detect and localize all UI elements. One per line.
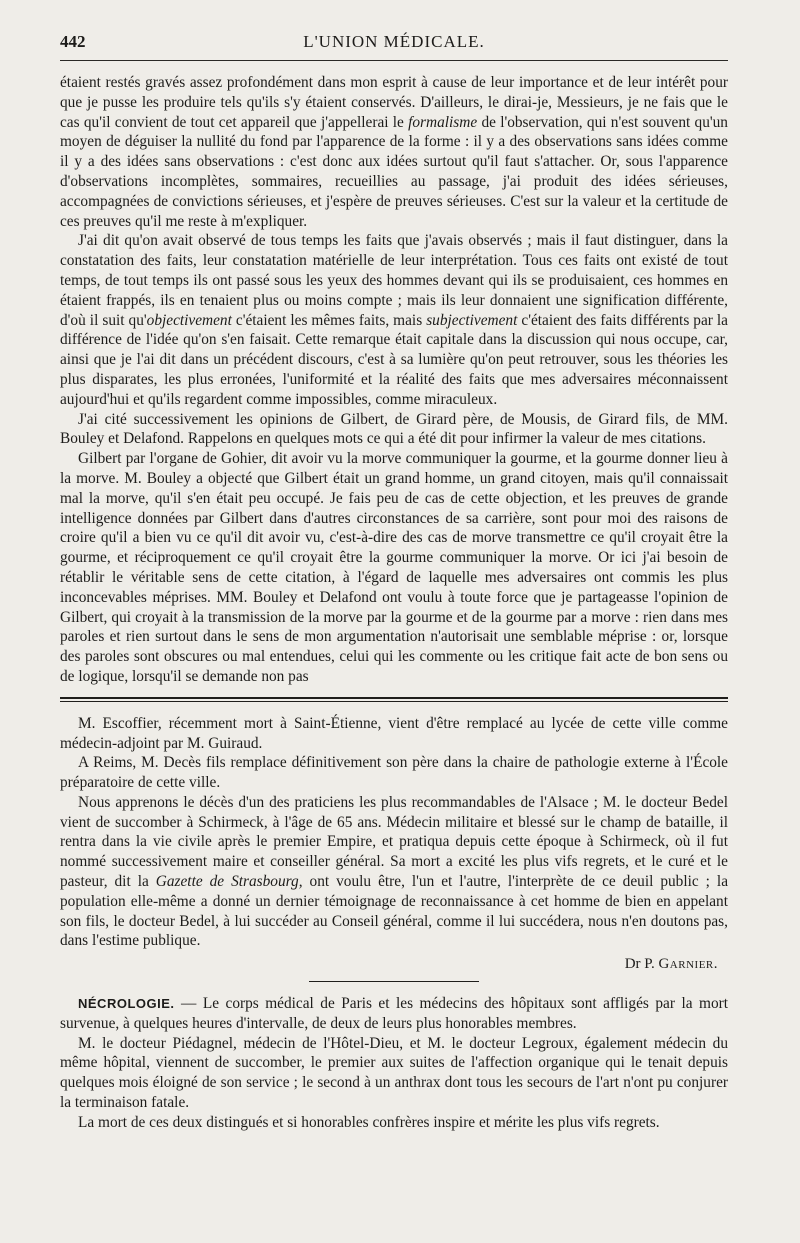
- text-run: Gilbert par l'organe de Gohier, dit avoir vu la morve communiquer la gourme, et la gourme donner lieu à la morve. M. Bouley a objecté que Gilbert était un grand homme, un grand citoyen, mais qu'il connaissait mal la morve, qu'il s'en était peu occupé. Je fais peu de cas de cette objection, et les preuves de grande intelligence données par Gilbert dans d'autres circonstances de sa carrière, sont pour moi des raisons de croire qu'il a bien vu ce qu'il dit avoir vu, c'est-à-dire des cas de morve transmettre ce qu'il croyait être la gourme, et réciproquement ce qu'il croyait être la gourme communiquer la morve. Or ici j'ai besoin de rétablir le véritable sens de cette citation, à l'égard de laquelle mes adversaires ont commis les plus inconcevables méprises. MM. Bouley et Delafond ont voulu à toute force que je partageasse l'opinion de Gilbert, qui croyait à la transmission de la morve par la gourme et de la gourme par a morve : rien dans mes paroles et rien surtout dans le sens de mon argumentation n'autorisait une semblable méprise : or, lorsque des paroles sont obscures ou mal entendues, celui qui les commente ou les critique fait acte de bon sens ou de logique, lorsqu'il se demande non pas: [60, 450, 728, 685]
- text-run: La mort de ces deux distingués et si honorables confrères inspire et mérite les plus vifs regrets.: [78, 1113, 660, 1131]
- text-run: M. le docteur Piédagnel, médecin de l'Hôtel-Dieu, et M. le docteur Legroux, également médecin du même hôpital, viennent de succomber, le premier aux suites de l'affection organique qui le tenait depuis quelques mois éloigné de son service ; le second à un anthrax dont tous les secours de l'art n'ont pu conjurer la terminaison fatale.: [60, 1034, 728, 1112]
- text-run: c'étaient les mêmes faits, mais: [231, 311, 427, 329]
- necrology-section: [60, 994, 728, 1133]
- article-paragraph: [60, 410, 728, 450]
- italic-run: objectivement: [146, 311, 232, 329]
- page-number: 442: [60, 32, 86, 51]
- text-run: de l'observation, qui n'est souvent qu'un moyen de déguiser la nullité du fond par l'apparence de la forme : il y a des observations sans idées comme il y a des idées sans observations : c'est donc aux idées surtout qu'il faut s'attacher. Or, sous l'apparence d'observations incomplètes, sommaires, recueillies au passage, j'ai produit des idées sérieuses, accompagnées de convictions sérieuses, et j'espère de preuves sérieuses. C'est sur la valeur et la certitude de ces preuves qu'il me reste à m'expliquer.: [60, 113, 728, 230]
- news-paragraph: [60, 793, 728, 951]
- text-run: ont voulu être, l'un et l'autre, l'interprète de ce deuil public ; la population elle-même a donné un dernier témoignage de reconnaissance à cet homme de bien en appelant son fils, le docteur Bedel, à lui succéder au Conseil général, comme il lui succédera, nous n'en doutons pas, dans l'estime publique.: [60, 873, 728, 950]
- text-run: J'ai dit qu'on avait observé de tous temps les faits que j'avais observés ; mais il faut distinguer, dans la constatation des faits, leur constatation matérielle de leur interprétation. Tous ces faits ont existé de tout temps, de tout temps ils ont passé sous les yeux des hommes devant qui ils se produisaient, ces hommes en étaient frappés, ils en tenaient plus ou moins compte ; mais ils leur donnaient une signification différente, d'où il suit qu': [60, 232, 728, 329]
- article-text: [60, 73, 728, 687]
- italic-run: formalisme: [408, 113, 478, 131]
- necrology-paragraph: [60, 1113, 728, 1133]
- running-head: [60, 28, 728, 61]
- signature-prefix: Dr P.: [624, 956, 659, 973]
- italic-run: subjectivement: [426, 311, 518, 329]
- necrology-heading: NÉCROLOGIE.: [78, 996, 175, 1012]
- text-run: étaient restés gravés assez profondément dans mon esprit à cause de leur importance et de leur intérêt pour que je pusse les produire tels qu'ils s'y étaient conservés. D'ailleurs, le dirai-je, Messieurs, je ne fais que le cas qu'il convient de tout cet appareil que j'appellerai le: [60, 74, 728, 131]
- news-paragraph: [60, 753, 728, 793]
- text-run: Nous apprenons le décès d'un des praticiens les plus recommandables de l'Alsace ; M. le docteur Bedel vient de succomber à Schirmeck, à l'âge de 65 ans. Médecin militaire et blessé sur le champ de bataille, il rentra dans la vie civile après le premier Empire, et pratiqua depuis cette époque à Schirmeck, où il fut nommé successivement maire et conseiller général. Sa mort a excité les plus vifs regrets, et le curé et le pasteur, dit la: [60, 793, 728, 891]
- news-paragraph: [60, 714, 728, 754]
- text-run: A Reims, M. Decès fils remplace définitivement son père dans la chaire de pathologie externe à l'École préparatoire de cette ville.: [60, 754, 728, 792]
- text-run: — Le corps médical de Paris et les médecins des hôpitaux sont affligés par la mort survenue, à quelques heures d'intervalle, de deux de leurs plus honorables membres.: [60, 995, 728, 1032]
- signature-name: Garnier.: [658, 956, 718, 973]
- necrology-paragraph: [60, 1034, 728, 1113]
- article-paragraph: [60, 231, 728, 409]
- text-run: M. Escoffier, récemment mort à Saint-Étienne, vient d'être remplacé au lycée de cette ville comme médecin-adjoint par M. Guiraud.: [60, 714, 728, 752]
- article-paragraph: [60, 73, 728, 231]
- necrology-paragraph: [60, 994, 728, 1034]
- italic-run: Gazette de Strasbourg,: [155, 873, 303, 891]
- article-paragraph: [60, 449, 728, 687]
- section-divider: [60, 697, 728, 699]
- signature: [60, 955, 718, 975]
- text-run: c'étaient des faits différents par la différence de l'idée qu'on s'en faisait. Cette remarque était capitale dans la discussion qui nous occupe, car, ainsi que je l'ai dit dans un précédent discours, c'est à sa lumière qu'on peut retrouver, sous les théories les plus disparates, les plus erronées, l'uniformité et la réalité des faits que mes adversaires méconnaissent aujourd'hui et qu'ils regardent comme impossibles, comme miraculeux.: [60, 311, 728, 408]
- text-run: J'ai cité successivement les opinions de Gilbert, de Girard père, de Mousis, de Girard fils, de MM. Bouley et Delafond. Rappelons en quelques mots ce qui a été dit pour infirmer la valeur de mes citations.: [60, 410, 728, 448]
- journal-title: L'UNION MÉDICALE.: [303, 32, 485, 51]
- section-divider: [60, 701, 728, 702]
- news-section: [60, 714, 728, 1133]
- section-divider: [309, 981, 479, 982]
